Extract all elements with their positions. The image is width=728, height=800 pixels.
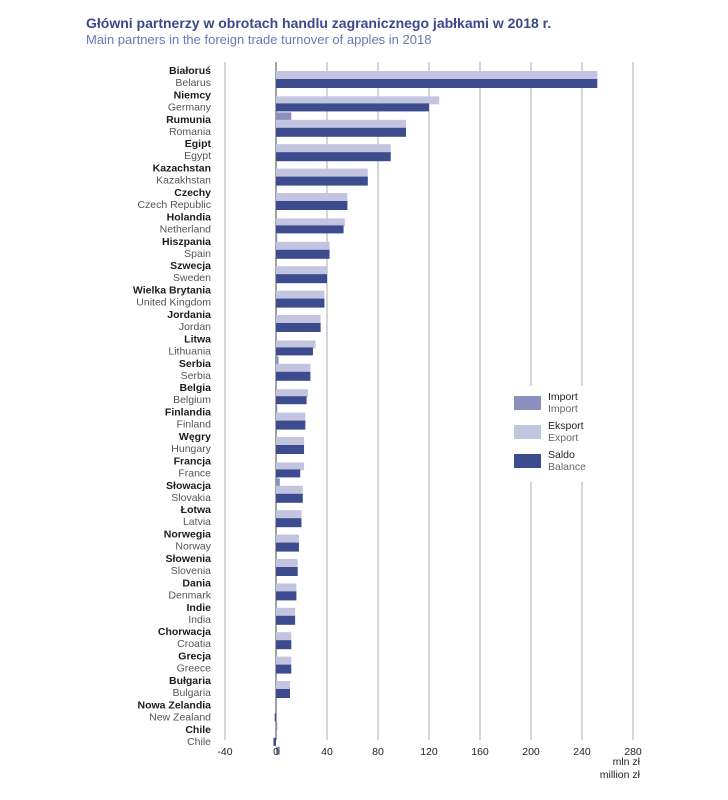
legend-label-en: Export <box>548 432 579 444</box>
bar-balance <box>273 738 276 746</box>
bar-balance <box>276 616 295 625</box>
category-label-en: Belgium <box>173 394 211 407</box>
category-label-pl: Serbia <box>178 357 211 370</box>
bar-export <box>276 340 316 348</box>
category-label-en: Croatia <box>177 638 211 651</box>
category-label-pl: Hiszpania <box>161 235 211 248</box>
bar-import <box>276 356 279 364</box>
category-label-en: New Zealand <box>149 711 211 724</box>
bar-export <box>276 535 299 544</box>
category-label-pl: Węgry <box>178 431 211 443</box>
category-label-pl: Łotwa <box>180 504 211 517</box>
category-label-en: Egypt <box>184 150 211 163</box>
category-label-en: Finland <box>176 418 211 431</box>
category-label-pl: Belgia <box>179 382 211 395</box>
category-label-pl: Chile <box>185 723 211 736</box>
category-label-pl: Chorwacja <box>157 626 211 639</box>
category-label-en: Germany <box>167 101 211 114</box>
bar-export <box>276 218 345 226</box>
bar-balance <box>276 421 305 430</box>
category-label-en: Latvia <box>182 516 211 529</box>
x-tick-label: 80 <box>372 746 384 758</box>
bar-balance <box>276 665 291 674</box>
bar-export <box>276 413 305 422</box>
category-label-en: Lithuania <box>168 345 211 358</box>
legend-label-en: Balance <box>548 461 586 473</box>
x-axis-unit-en: million zł <box>599 769 640 781</box>
category-label-pl: Czechy <box>174 187 211 199</box>
bar-export <box>276 486 303 495</box>
category-label-pl: Białoruś <box>168 65 211 77</box>
bar-balance <box>276 543 299 552</box>
category-label-en: United Kingdom <box>136 296 211 309</box>
bar-balance <box>276 152 391 161</box>
category-label-pl: Dania <box>182 577 211 590</box>
bar-export <box>276 389 308 397</box>
legend <box>505 386 595 482</box>
bar-export <box>276 583 296 592</box>
bar-balance <box>276 640 291 649</box>
bar-export <box>276 364 310 373</box>
bar-export <box>276 657 291 666</box>
bar-export <box>276 315 321 324</box>
x-tick-label: 200 <box>522 746 540 758</box>
bar-export <box>276 291 324 300</box>
category-label-en: Greece <box>176 662 211 675</box>
category-label-pl: Litwa <box>184 333 211 346</box>
bar-balance <box>276 347 313 355</box>
category-label-pl: Finlandia <box>164 406 211 419</box>
x-tick-label: 240 <box>573 746 591 758</box>
category-label-en: Sweden <box>173 272 211 285</box>
bar-balance <box>276 250 330 259</box>
category-label-pl: Jordania <box>167 309 211 321</box>
bar-import <box>276 234 277 242</box>
bar-export <box>276 71 597 80</box>
bar-import <box>276 112 291 120</box>
bar-export <box>276 462 304 470</box>
bar-balance <box>276 445 304 454</box>
category-label-en: Denmark <box>168 589 211 602</box>
bar-balance <box>276 128 406 137</box>
category-label-en: Bulgaria <box>172 687 211 699</box>
bar-balance <box>276 274 327 283</box>
category-label-pl: Holandia <box>166 211 211 224</box>
bar-balance <box>276 323 321 332</box>
bar-balance <box>276 372 310 381</box>
legend-swatch <box>514 396 541 410</box>
bar-balance <box>276 494 303 503</box>
bar-export <box>276 681 290 690</box>
bar-export <box>276 169 368 178</box>
bar-export <box>276 242 330 251</box>
category-label-pl: Bułgaria <box>168 675 211 687</box>
category-label-pl: Niemcy <box>173 89 211 102</box>
category-label-pl: Grecja <box>178 650 211 663</box>
x-tick-label: 280 <box>624 746 642 758</box>
category-label-pl: Wielka Brytania <box>132 284 211 297</box>
category-label-en: Slovakia <box>171 491 211 504</box>
bar-export <box>276 608 295 617</box>
category-label-pl: Szwecja <box>170 260 211 273</box>
x-tick-label: -40 <box>217 746 233 758</box>
bar-export <box>276 193 347 202</box>
x-axis-unit-pl: mln zł <box>612 756 640 768</box>
legend-label-pl: Saldo <box>548 449 575 461</box>
category-label-en: Norway <box>175 540 211 553</box>
category-label-en: Belarus <box>175 77 211 89</box>
category-label-pl: Francja <box>173 455 211 468</box>
legend-swatch <box>514 454 541 468</box>
bar-export <box>276 510 302 519</box>
category-label-en: Jordan <box>178 321 211 333</box>
bar-import <box>276 722 277 730</box>
bar-balance <box>276 225 344 233</box>
x-axis-unit <box>600 756 641 781</box>
bar-import <box>276 405 277 413</box>
category-label-en: Hungary <box>171 443 211 455</box>
bar-export <box>276 96 439 104</box>
bar-export <box>276 559 298 568</box>
bar-balance <box>276 469 300 477</box>
category-label-en: Netherland <box>159 223 211 236</box>
category-label-en: Spain <box>184 247 211 260</box>
category-label-pl: Słowacja <box>166 479 211 492</box>
bar-export <box>276 266 327 275</box>
category-label-en: Romania <box>168 125 211 138</box>
bar-balance <box>276 103 429 111</box>
category-label-en: Chile <box>187 735 211 748</box>
x-tick-label: 40 <box>321 746 333 758</box>
category-label-pl: Słowenia <box>165 553 211 565</box>
legend-swatch <box>514 425 541 439</box>
category-label-en: Kazakhstan <box>156 174 211 187</box>
bar-balance <box>275 713 276 721</box>
legend-label-pl: Import <box>548 391 578 403</box>
legend-label-pl: Eksport <box>548 420 584 432</box>
category-labels <box>133 65 212 748</box>
legend-label-en: Import <box>548 403 578 415</box>
category-label-en: France <box>178 467 211 480</box>
x-tick-label: 0 <box>273 746 279 758</box>
chart-title: Główni partnerzy w obrotach handlu zagranicznego jabłkami w 2018 r. <box>86 15 552 31</box>
category-label-pl: Rumunia <box>166 113 211 126</box>
bar-export <box>276 632 291 641</box>
chart-subtitle: Main partners in the foreign trade turnover of apples in 2018 <box>86 32 432 47</box>
category-label-pl: Nowa Zelandia <box>137 699 211 712</box>
bar-balance <box>276 177 368 186</box>
category-label-pl: Norwegia <box>163 528 211 541</box>
x-tick-label: 120 <box>420 746 438 758</box>
bar-balance <box>276 518 302 527</box>
category-label-pl: Kazachstan <box>152 162 211 175</box>
bar-export <box>276 144 391 153</box>
bar-balance <box>276 396 307 404</box>
bar-balance <box>276 201 347 210</box>
bar-export <box>276 120 406 129</box>
bar-balance <box>276 567 298 576</box>
category-label-en: Czech Republic <box>137 199 211 211</box>
category-label-en: Slovenia <box>170 565 211 577</box>
category-label-pl: Egipt <box>184 138 211 151</box>
bar-export <box>276 437 304 446</box>
x-axis-ticks <box>217 746 642 758</box>
bar-balance <box>276 299 324 308</box>
category-label-pl: Indie <box>186 601 211 614</box>
category-label-en: India <box>188 613 211 626</box>
bar-import <box>276 478 280 486</box>
bar-balance <box>276 79 597 88</box>
bar-balance <box>276 591 296 600</box>
category-label-en: Serbia <box>180 369 211 382</box>
bar-balance <box>276 689 290 698</box>
x-tick-label: 160 <box>471 746 489 758</box>
